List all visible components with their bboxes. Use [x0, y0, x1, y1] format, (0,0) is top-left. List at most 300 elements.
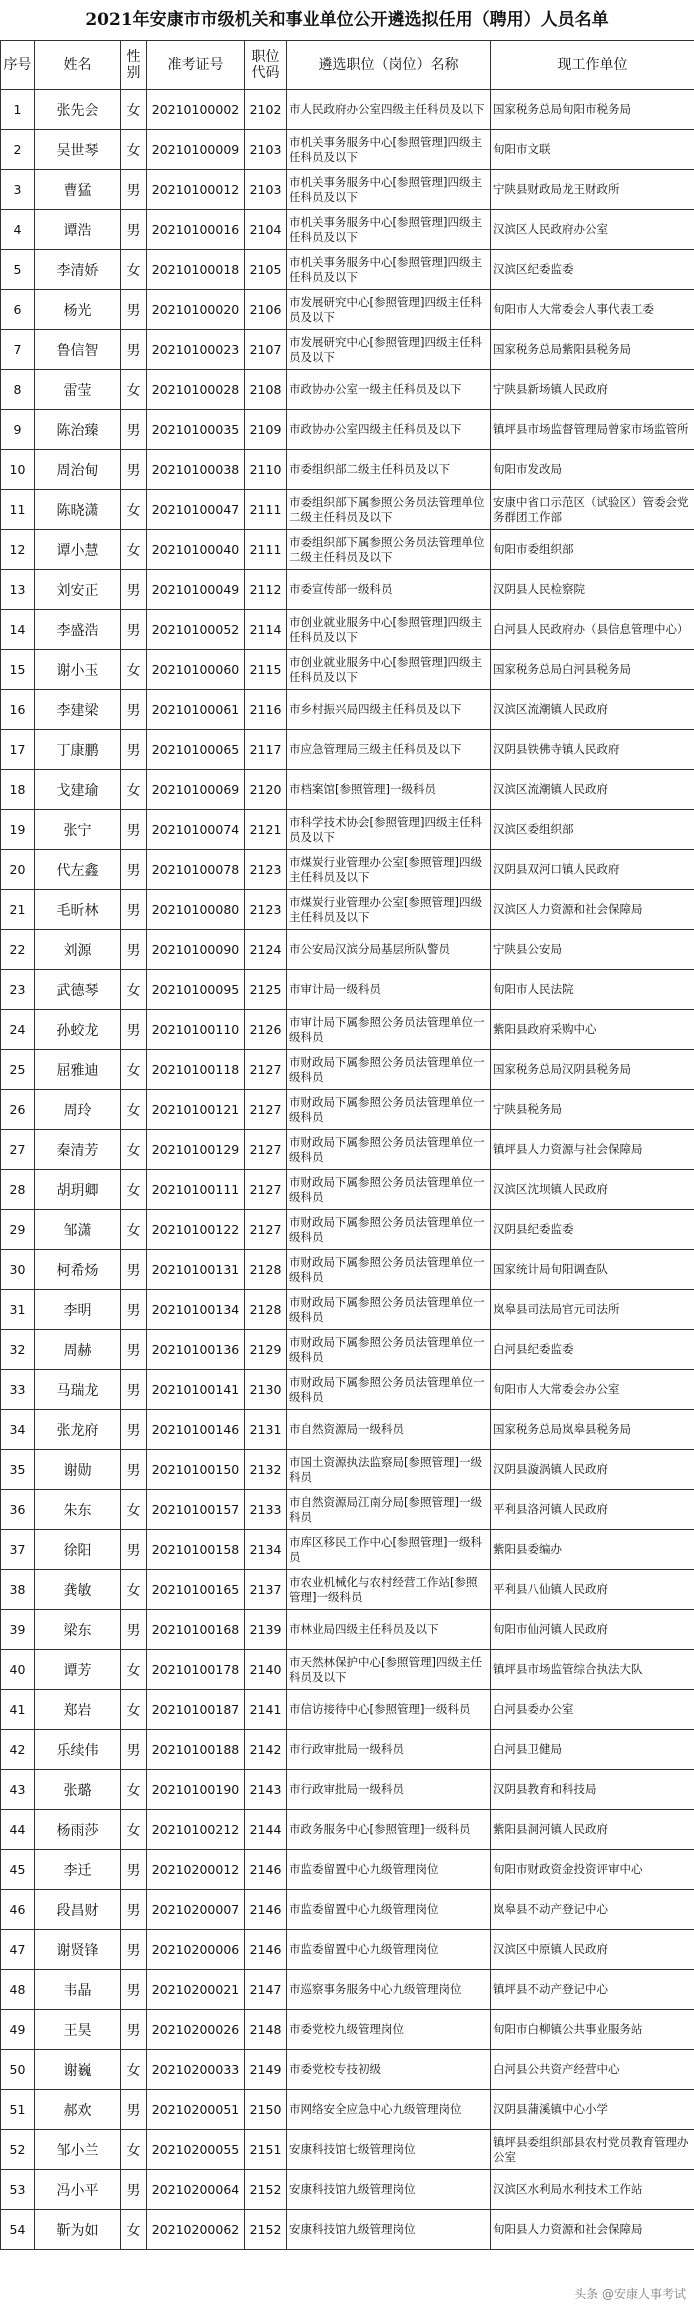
cell-name: 杨光	[35, 290, 121, 330]
cell-exam-no: 20210100136	[147, 1330, 245, 1370]
cell-index: 33	[1, 1370, 35, 1410]
cell-exam-no: 20210100078	[147, 850, 245, 890]
table-row	[1, 850, 694, 890]
personnel-table	[0, 40, 694, 2250]
cell-index: 36	[1, 1490, 35, 1530]
cell-current-unit: 白河县公共资产经营中心	[491, 2050, 694, 2090]
cell-position-code: 2130	[245, 1370, 287, 1410]
cell-position-code: 2142	[245, 1730, 287, 1770]
table-row	[1, 610, 694, 650]
cell-exam-no: 20210100157	[147, 1490, 245, 1530]
cell-position-code: 2129	[245, 1330, 287, 1370]
cell-current-unit: 汉阴县纪委监委	[491, 1210, 694, 1250]
cell-index: 41	[1, 1690, 35, 1730]
cell-exam-no: 20210100018	[147, 250, 245, 290]
cell-position-code: 2102	[245, 90, 287, 130]
cell-current-unit: 汉阴县教育和科技局	[491, 1770, 694, 1810]
cell-position: 市信访接待中心[参照管理]一级科员	[287, 1690, 491, 1730]
cell-current-unit: 国家统计局旬阳调查队	[491, 1250, 694, 1290]
cell-current-unit: 旬阳市发改局	[491, 450, 694, 490]
cell-current-unit: 国家税务总局旬阳市税务局	[491, 90, 694, 130]
cell-position: 市档案馆[参照管理]一级科员	[287, 770, 491, 810]
cell-current-unit: 旬阳市仙河镇人民政府	[491, 1610, 694, 1650]
cell-current-unit: 汉滨区中原镇人民政府	[491, 1930, 694, 1970]
cell-index: 29	[1, 1210, 35, 1250]
cell-name: 鲁信智	[35, 330, 121, 370]
cell-exam-no: 20210100190	[147, 1770, 245, 1810]
cell-index: 18	[1, 770, 35, 810]
cell-gender: 男	[121, 1370, 147, 1410]
cell-position-code: 2131	[245, 1410, 287, 1450]
table-row	[1, 1370, 694, 1410]
cell-index: 53	[1, 2170, 35, 2210]
cell-index: 8	[1, 370, 35, 410]
cell-exam-no: 20210100150	[147, 1450, 245, 1490]
table-row	[1, 1650, 694, 1690]
cell-position: 市创业就业服务中心[参照管理]四级主任科员及以下	[287, 650, 491, 690]
cell-current-unit: 国家税务总局白河县税务局	[491, 650, 694, 690]
cell-index: 5	[1, 250, 35, 290]
header-exam-no: 准考证号	[147, 41, 245, 90]
cell-position: 市委组织部下属参照公务员法管理单位二级主任科员及以下	[287, 530, 491, 570]
cell-position-code: 2140	[245, 1650, 287, 1690]
table-row	[1, 1210, 694, 1250]
cell-position: 市科学技术协会[参照管理]四级主任科员及以下	[287, 810, 491, 850]
cell-position: 市创业就业服务中心[参照管理]四级主任科员及以下	[287, 610, 491, 650]
cell-position-code: 2105	[245, 250, 287, 290]
cell-position-code: 2127	[245, 1170, 287, 1210]
cell-position: 市审计局下属参照公务员法管理单位一级科员	[287, 1010, 491, 1050]
cell-exam-no: 20210100111	[147, 1170, 245, 1210]
header-position: 遴选职位（岗位）名称	[287, 41, 491, 90]
cell-exam-no: 20210100129	[147, 1130, 245, 1170]
cell-gender: 男	[121, 1610, 147, 1650]
cell-current-unit: 旬阳市文联	[491, 130, 694, 170]
cell-name: 谭芳	[35, 1650, 121, 1690]
cell-position-code: 2117	[245, 730, 287, 770]
cell-gender: 男	[121, 1970, 147, 2010]
table-row	[1, 1330, 694, 1370]
cell-name: 张龙府	[35, 1410, 121, 1450]
cell-name: 龚敏	[35, 1570, 121, 1610]
table-row	[1, 1970, 694, 2010]
cell-index: 16	[1, 690, 35, 730]
cell-exam-no: 20210200006	[147, 1930, 245, 1970]
cell-position-code: 2146	[245, 1930, 287, 1970]
cell-gender: 女	[121, 650, 147, 690]
cell-index: 22	[1, 930, 35, 970]
cell-position-code: 2115	[245, 650, 287, 690]
cell-name: 刘安正	[35, 570, 121, 610]
cell-name: 邹小兰	[35, 2130, 121, 2170]
cell-position-code: 2150	[245, 2090, 287, 2130]
table-row	[1, 1930, 694, 1970]
cell-current-unit: 汉滨区沈坝镇人民政府	[491, 1170, 694, 1210]
cell-index: 42	[1, 1730, 35, 1770]
cell-position-code: 2103	[245, 130, 287, 170]
cell-exam-no: 20210200051	[147, 2090, 245, 2130]
cell-current-unit: 汉滨区人力资源和社会保障局	[491, 890, 694, 930]
cell-exam-no: 20210100080	[147, 890, 245, 930]
cell-gender: 女	[121, 370, 147, 410]
cell-name: 李建梁	[35, 690, 121, 730]
cell-exam-no: 20210100049	[147, 570, 245, 610]
cell-index: 46	[1, 1890, 35, 1930]
cell-position-code: 2104	[245, 210, 287, 250]
cell-position: 市乡村振兴局四级主任科员及以下	[287, 690, 491, 730]
watermark: 头条 @安康人事考试	[574, 2287, 686, 2301]
cell-position: 市委党校九级管理岗位	[287, 2010, 491, 2050]
cell-position-code: 2116	[245, 690, 287, 730]
cell-exam-no: 20210100016	[147, 210, 245, 250]
cell-position: 市发展研究中心[参照管理]四级主任科员及以下	[287, 330, 491, 370]
cell-index: 38	[1, 1570, 35, 1610]
cell-position-code: 2120	[245, 770, 287, 810]
cell-current-unit: 旬阳市人民法院	[491, 970, 694, 1010]
cell-current-unit: 旬阳市委组织部	[491, 530, 694, 570]
cell-name: 周玲	[35, 1090, 121, 1130]
table-row	[1, 810, 694, 850]
cell-index: 34	[1, 1410, 35, 1450]
cell-exam-no: 20210100028	[147, 370, 245, 410]
table-row	[1, 1050, 694, 1090]
cell-position-code: 2110	[245, 450, 287, 490]
table-row	[1, 2050, 694, 2090]
cell-gender: 男	[121, 1530, 147, 1570]
cell-exam-no: 20210100009	[147, 130, 245, 170]
cell-index: 52	[1, 2130, 35, 2170]
table-row	[1, 690, 694, 730]
table-row	[1, 250, 694, 290]
table-header-row	[1, 41, 694, 90]
cell-current-unit: 国家税务总局岚皋县税务局	[491, 1410, 694, 1450]
cell-current-unit: 平利县洛河镇人民政府	[491, 1490, 694, 1530]
cell-current-unit: 旬阳市白柳镇公共事业服务站	[491, 2010, 694, 2050]
cell-name: 谢小玉	[35, 650, 121, 690]
table-body	[1, 90, 694, 2250]
cell-exam-no: 20210100035	[147, 410, 245, 450]
cell-exam-no: 20210100118	[147, 1050, 245, 1090]
table-row	[1, 1730, 694, 1770]
cell-position: 市财政局下属参照公务员法管理单位一级科员	[287, 1170, 491, 1210]
cell-exam-no: 20210100023	[147, 330, 245, 370]
cell-name: 李清娇	[35, 250, 121, 290]
cell-exam-no: 20210100131	[147, 1250, 245, 1290]
cell-gender: 女	[121, 1130, 147, 1170]
cell-exam-no: 20210200021	[147, 1970, 245, 2010]
cell-exam-no: 20210100168	[147, 1610, 245, 1650]
cell-position: 市监委留置中心九级管理岗位	[287, 1890, 491, 1930]
cell-position-code: 2107	[245, 330, 287, 370]
cell-exam-no: 20210100002	[147, 90, 245, 130]
table-row	[1, 2010, 694, 2050]
cell-position-code: 2139	[245, 1610, 287, 1650]
cell-current-unit: 汉滨区人民政府办公室	[491, 210, 694, 250]
table-row	[1, 1770, 694, 1810]
cell-name: 谭小慧	[35, 530, 121, 570]
cell-position-code: 2133	[245, 1490, 287, 1530]
table-row	[1, 1130, 694, 1170]
cell-name: 郑岩	[35, 1690, 121, 1730]
table-row	[1, 1450, 694, 1490]
cell-gender: 女	[121, 1770, 147, 1810]
cell-position: 市委组织部下属参照公务员法管理单位二级主任科员及以下	[287, 490, 491, 530]
cell-gender: 女	[121, 770, 147, 810]
cell-position-code: 2123	[245, 890, 287, 930]
cell-index: 10	[1, 450, 35, 490]
cell-exam-no: 20210100178	[147, 1650, 245, 1690]
cell-current-unit: 汉滨区流潮镇人民政府	[491, 770, 694, 810]
cell-gender: 男	[121, 890, 147, 930]
cell-exam-no: 20210200033	[147, 2050, 245, 2090]
cell-position-code: 2149	[245, 2050, 287, 2090]
cell-index: 7	[1, 330, 35, 370]
cell-name: 朱东	[35, 1490, 121, 1530]
cell-exam-no: 20210100061	[147, 690, 245, 730]
table-row	[1, 1850, 694, 1890]
cell-position: 市自然资源局江南分局[参照管理]一级科员	[287, 1490, 491, 1530]
cell-index: 32	[1, 1330, 35, 1370]
cell-index: 39	[1, 1610, 35, 1650]
cell-gender: 女	[121, 2130, 147, 2170]
table-row	[1, 530, 694, 570]
table-row	[1, 770, 694, 810]
header-position-code: 职位代码	[245, 41, 287, 90]
cell-index: 28	[1, 1170, 35, 1210]
cell-gender: 女	[121, 1170, 147, 1210]
cell-name: 梁东	[35, 1610, 121, 1650]
cell-position: 市国土资源执法监察局[参照管理]一级科员	[287, 1450, 491, 1490]
cell-position: 市财政局下属参照公务员法管理单位一级科员	[287, 1050, 491, 1090]
cell-position-code: 2112	[245, 570, 287, 610]
cell-index: 50	[1, 2050, 35, 2090]
header-name: 姓名	[35, 41, 121, 90]
cell-position-code: 2109	[245, 410, 287, 450]
cell-position-code: 2127	[245, 1210, 287, 1250]
cell-name: 陈晓潇	[35, 490, 121, 530]
cell-name: 段昌财	[35, 1890, 121, 1930]
table-row	[1, 330, 694, 370]
cell-current-unit: 国家税务总局紫阳县税务局	[491, 330, 694, 370]
cell-name: 毛昕林	[35, 890, 121, 930]
cell-exam-no: 20210100141	[147, 1370, 245, 1410]
cell-position: 市监委留置中心九级管理岗位	[287, 1850, 491, 1890]
cell-name: 柯希炀	[35, 1250, 121, 1290]
cell-exam-no: 20210100069	[147, 770, 245, 810]
cell-position-code: 2124	[245, 930, 287, 970]
cell-exam-no: 20210100065	[147, 730, 245, 770]
header-index: 序号	[1, 41, 35, 90]
cell-position: 市财政局下属参照公务员法管理单位一级科员	[287, 1210, 491, 1250]
cell-name: 周治甸	[35, 450, 121, 490]
cell-name: 周赫	[35, 1330, 121, 1370]
table-row	[1, 1490, 694, 1530]
table-row	[1, 370, 694, 410]
cell-position: 市天然林保护中心[参照管理]四级主任科员及以下	[287, 1650, 491, 1690]
cell-name: 陈治臻	[35, 410, 121, 450]
cell-position: 市行政审批局一级科员	[287, 1730, 491, 1770]
cell-name: 王昊	[35, 2010, 121, 2050]
cell-position: 市机关事务服务中心[参照管理]四级主任科员及以下	[287, 210, 491, 250]
cell-position-code: 2108	[245, 370, 287, 410]
cell-position-code: 2103	[245, 170, 287, 210]
header-gender: 性别	[121, 41, 147, 90]
cell-exam-no: 20210100188	[147, 1730, 245, 1770]
cell-position: 市自然资源局一级科员	[287, 1410, 491, 1450]
cell-gender: 男	[121, 1890, 147, 1930]
cell-gender: 女	[121, 1490, 147, 1530]
cell-name: 张璐	[35, 1770, 121, 1810]
cell-index: 48	[1, 1970, 35, 2010]
cell-current-unit: 宁陕县公安局	[491, 930, 694, 970]
cell-position: 市人民政府办公室四级主任科员及以下	[287, 90, 491, 130]
cell-current-unit: 汉滨区水利局水利技术工作站	[491, 2170, 694, 2210]
cell-position: 市监委留置中心九级管理岗位	[287, 1930, 491, 1970]
cell-name: 刘源	[35, 930, 121, 970]
cell-gender: 男	[121, 730, 147, 770]
cell-current-unit: 宁陕县税务局	[491, 1090, 694, 1130]
header-current-unit: 现工作单位	[491, 41, 694, 90]
cell-name: 乐续伟	[35, 1730, 121, 1770]
cell-gender: 男	[121, 1250, 147, 1290]
table-row	[1, 2090, 694, 2130]
cell-exam-no: 20210100110	[147, 1010, 245, 1050]
cell-position: 市机关事务服务中心[参照管理]四级主任科员及以下	[287, 250, 491, 290]
cell-current-unit: 白河县委办公室	[491, 1690, 694, 1730]
cell-index: 20	[1, 850, 35, 890]
cell-index: 51	[1, 2090, 35, 2130]
cell-exam-no: 20210100012	[147, 170, 245, 210]
table-row	[1, 1250, 694, 1290]
cell-index: 45	[1, 1850, 35, 1890]
cell-current-unit: 旬阳市人大常委会人事代表工委	[491, 290, 694, 330]
cell-current-unit: 汉阴县蒲溪镇中心小学	[491, 2090, 694, 2130]
cell-gender: 女	[121, 1210, 147, 1250]
cell-gender: 男	[121, 2170, 147, 2210]
cell-index: 9	[1, 410, 35, 450]
cell-position-code: 2141	[245, 1690, 287, 1730]
cell-gender: 女	[121, 490, 147, 530]
cell-current-unit: 汉阴县铁佛寺镇人民政府	[491, 730, 694, 770]
cell-current-unit: 旬阳县人力资源和社会保障局	[491, 2210, 694, 2250]
cell-position-code: 2151	[245, 2130, 287, 2170]
cell-position: 市巡察事务服务中心九级管理岗位	[287, 1970, 491, 2010]
cell-gender: 女	[121, 1810, 147, 1850]
cell-name: 胡玥卿	[35, 1170, 121, 1210]
cell-position-code: 2134	[245, 1530, 287, 1570]
cell-index: 24	[1, 1010, 35, 1050]
cell-name: 谭浩	[35, 210, 121, 250]
cell-position-code: 2144	[245, 1810, 287, 1850]
cell-index: 37	[1, 1530, 35, 1570]
cell-position: 市发展研究中心[参照管理]四级主任科员及以下	[287, 290, 491, 330]
cell-current-unit: 岚皋县不动产登记中心	[491, 1890, 694, 1930]
cell-exam-no: 20210200007	[147, 1890, 245, 1930]
cell-exam-no: 20210200055	[147, 2130, 245, 2170]
cell-current-unit: 镇坪县人力资源与社会保障局	[491, 1130, 694, 1170]
cell-position-code: 2152	[245, 2170, 287, 2210]
cell-current-unit: 国家税务总局汉阴县税务局	[491, 1050, 694, 1090]
cell-current-unit: 安康中省口示范区（试验区）管委会党务群团工作部	[491, 490, 694, 530]
cell-name: 马瑞龙	[35, 1370, 121, 1410]
cell-exam-no: 20210200064	[147, 2170, 245, 2210]
table-row	[1, 650, 694, 690]
cell-gender: 男	[121, 1450, 147, 1490]
cell-name: 秦清芳	[35, 1130, 121, 1170]
table-row	[1, 2130, 694, 2170]
cell-index: 21	[1, 890, 35, 930]
cell-gender: 男	[121, 210, 147, 250]
cell-gender: 男	[121, 1930, 147, 1970]
cell-position: 市煤炭行业管理办公室[参照管理]四级主任科员及以下	[287, 890, 491, 930]
cell-exam-no: 20210100095	[147, 970, 245, 1010]
cell-gender: 男	[121, 290, 147, 330]
cell-exam-no: 20210100040	[147, 530, 245, 570]
cell-index: 15	[1, 650, 35, 690]
cell-position: 市委宣传部一级科员	[287, 570, 491, 610]
cell-gender: 女	[121, 970, 147, 1010]
cell-name: 李迁	[35, 1850, 121, 1890]
cell-name: 徐阳	[35, 1530, 121, 1570]
table-row	[1, 1690, 694, 1730]
cell-exam-no: 20210100165	[147, 1570, 245, 1610]
cell-exam-no: 20210200012	[147, 1850, 245, 1890]
cell-index: 31	[1, 1290, 35, 1330]
cell-name: 李明	[35, 1290, 121, 1330]
table-row	[1, 1530, 694, 1570]
cell-name: 孙蛟龙	[35, 1010, 121, 1050]
cell-name: 曹猛	[35, 170, 121, 210]
table-row	[1, 170, 694, 210]
cell-position: 市机关事务服务中心[参照管理]四级主任科员及以下	[287, 130, 491, 170]
table-row	[1, 970, 694, 1010]
cell-position-code: 2143	[245, 1770, 287, 1810]
cell-name: 屈雅迪	[35, 1050, 121, 1090]
table-row	[1, 1810, 694, 1850]
cell-current-unit: 汉阴县漩涡镇人民政府	[491, 1450, 694, 1490]
table-row	[1, 450, 694, 490]
cell-position-code: 2146	[245, 1890, 287, 1930]
cell-index: 30	[1, 1250, 35, 1290]
cell-current-unit: 汉滨区纪委监委	[491, 250, 694, 290]
cell-position: 市财政局下属参照公务员法管理单位一级科员	[287, 1090, 491, 1130]
cell-current-unit: 汉阴县双河口镇人民政府	[491, 850, 694, 890]
cell-exam-no: 20210100052	[147, 610, 245, 650]
cell-current-unit: 旬阳市财政资金投资评审中心	[491, 1850, 694, 1890]
cell-position-code: 2132	[245, 1450, 287, 1490]
cell-name: 武德琴	[35, 970, 121, 1010]
cell-exam-no: 20210100074	[147, 810, 245, 850]
table-row	[1, 1170, 694, 1210]
cell-position: 市财政局下属参照公务员法管理单位一级科员	[287, 1370, 491, 1410]
cell-position: 市财政局下属参照公务员法管理单位一级科员	[287, 1330, 491, 1370]
cell-name: 张先会	[35, 90, 121, 130]
table-row	[1, 1890, 694, 1930]
cell-position-code: 2127	[245, 1130, 287, 1170]
cell-gender: 女	[121, 2210, 147, 2250]
cell-position-code: 2123	[245, 850, 287, 890]
cell-position: 市财政局下属参照公务员法管理单位一级科员	[287, 1130, 491, 1170]
cell-current-unit: 汉滨区流潮镇人民政府	[491, 690, 694, 730]
cell-gender: 男	[121, 2090, 147, 2130]
table-row	[1, 570, 694, 610]
cell-position-code: 2106	[245, 290, 287, 330]
table-row	[1, 2170, 694, 2210]
cell-gender: 女	[121, 1570, 147, 1610]
cell-position-code: 2121	[245, 810, 287, 850]
cell-index: 11	[1, 490, 35, 530]
cell-name: 谢贤锋	[35, 1930, 121, 1970]
